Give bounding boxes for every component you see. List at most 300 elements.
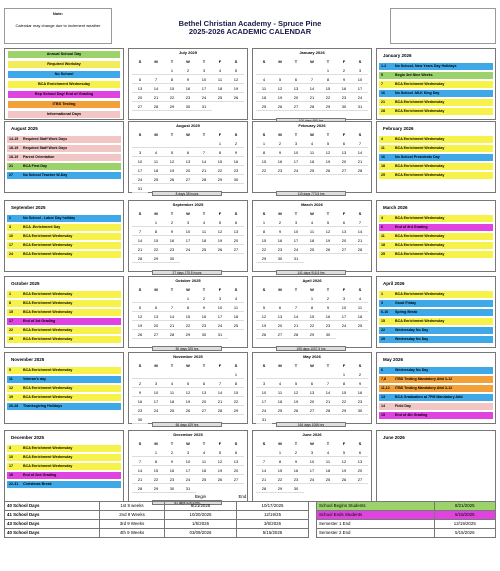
day-cell: 19 [132,321,148,330]
month-heading: September 2025 [172,202,204,207]
day-cell: 16 [164,466,180,475]
month-calendar-jan [252,48,372,120]
day-cell: 10 [212,303,228,312]
event-label: BCA Enrichment Wednesday [23,292,73,296]
event-label: No School -MLK King Day [395,91,440,95]
day-cell: 4 [304,139,320,148]
hours-summary: 81 days 526.5 hrs [152,500,222,505]
day-cell: 6 [228,448,244,457]
event-row [7,318,121,325]
day-cell: 24 [304,475,320,484]
day-cell: 3 [256,379,272,388]
day-cell: 13 [288,84,304,93]
hours-summary: 155 days 1007.5 hrs [276,346,346,351]
day-cell: 13 [272,312,288,321]
day-cell: 27 [352,475,368,484]
event-label: Wednesday No Day [395,368,429,372]
weekday-header: F [218,59,222,64]
day-cell: 5 [320,218,336,227]
cell-end: 3/6/2026 [237,519,309,528]
day-cell: 25 [256,102,272,111]
weekday-header: S [138,132,142,137]
event-label: BCA Enrichment Wednesday [23,464,73,468]
grading-periods-table [4,492,496,538]
cell-begin: 8/21/2025 [165,501,237,510]
day-cell: 17 [304,466,320,475]
event-date: 3 [9,225,11,229]
day-cell: 16 [336,84,352,93]
day-cell: 31 [352,102,368,111]
event-row [379,291,493,298]
weekday-header: F [342,287,346,292]
weekday-header: M [278,132,282,137]
day-cell: 7 [256,457,272,466]
cell-end: 5/15/2026 [237,528,309,537]
day-cell: 22 [272,475,288,484]
hours-summary: 119 days 773.5 hrs [276,191,346,196]
day-cell: 20 [304,397,320,406]
event-label: No School Teacher W-Day [23,173,68,177]
day-cell: 20 [288,93,304,102]
day-cell: 3 [352,66,368,75]
event-row [379,224,493,231]
weekday-header: W [310,287,314,292]
cell-qtr: 1st 9 weeks [100,501,165,510]
day-cell: 18 [352,312,368,321]
day-cell [164,139,180,148]
day-cell: 24 [212,321,228,330]
day-cell: 18 [304,236,320,245]
day-cell: 28 [212,406,228,415]
event-date: 14-15 [9,137,19,141]
day-cell: 12 [132,312,148,321]
day-cell: 13 [336,148,352,157]
day-cell: 13 [180,157,196,166]
weekday-header: T [294,211,298,216]
day-cell: 27 [148,330,164,339]
day-cell [304,66,320,75]
event-row [379,385,493,392]
month-calendar-nov [128,352,248,424]
day-cell: 23 [352,397,368,406]
day-cell: 15 [304,312,320,321]
weekday-header: T [170,363,174,368]
day-cell: 12 [212,227,228,236]
day-cell [196,370,212,379]
day-cell: 22 [336,397,352,406]
day-cell: 9 [196,303,212,312]
event-row [379,163,493,170]
event-row [7,136,121,143]
event-label: BCA Enrichment Wednesday [23,252,73,256]
day-cell [272,294,288,303]
event-row [379,172,493,179]
day-cell: 1 [304,294,320,303]
day-cell: 7 [212,379,228,388]
weekday-header: S [234,211,238,216]
event-date: 7 [381,82,383,86]
weekday-header: S [358,363,362,368]
day-cell: 21 [196,166,212,175]
event-row [379,403,493,410]
cell-ev: Semester 1 End [317,519,435,528]
day-cell: 4 [256,75,272,84]
month-calendar-feb [252,121,372,193]
day-cell: 21 [212,397,228,406]
day-cell: 29 [272,484,288,493]
cell-qtr: 3rd 9 Weeks [100,519,165,528]
weekday-header: S [262,441,266,446]
day-cell: 8 [228,379,244,388]
day-cell: 25 [196,475,212,484]
day-cell: 14 [288,312,304,321]
day-cell: 13 [196,388,212,397]
event-label: Thanksgiving Holidays [23,404,63,408]
day-cell: 22 [148,475,164,484]
day-cell: 3 [148,379,164,388]
hours-summary: 66 days 429 hrs [152,422,222,427]
day-cell: 7 [304,75,320,84]
day-cell: 11 [196,457,212,466]
event-label: BCA Enrichment Wednesday [23,446,73,450]
day-cell [256,294,272,303]
event-label: BCA Enrichment Wednesday [395,216,445,220]
weekday-header: W [186,441,190,446]
weekday-header: T [294,59,298,64]
month-heading: March 2026 [301,202,323,207]
day-cell: 3 [288,139,304,148]
cell-begin: 03/09/2026 [165,528,237,537]
day-cell: 1 [164,66,180,75]
event-label: BCA Enrichment Wednesday [23,337,73,341]
event-row [379,376,493,383]
day-cell: 7 [288,303,304,312]
weekday-header: S [138,363,142,368]
weekday-header: M [154,59,158,64]
day-cell: 15 [148,466,164,475]
day-cell: 15 [256,157,272,166]
day-cell: 31 [288,254,304,263]
events-month-title: August 2025 [11,126,38,131]
day-cell: 14 [320,388,336,397]
day-cell: 14 [304,84,320,93]
event-date: 18 [381,164,385,168]
event-row [7,445,121,452]
event-row [379,233,493,240]
day-cell: 20 [148,321,164,330]
day-cell: 7 [132,457,148,466]
month-heading: July 2025 [178,50,197,55]
day-cell: 10 [148,388,164,397]
event-row [7,403,121,410]
event-label: BCA Enrichment Wednesday [395,292,445,296]
weekday-header: F [218,211,222,216]
day-cell: 24 [336,321,352,330]
day-cell [148,139,164,148]
event-date: 4 [381,137,383,141]
day-cell: 11 [352,303,368,312]
day-cell: 8 [336,379,352,388]
event-row [7,172,121,179]
day-cell: 30 [228,175,244,184]
event-date: 29 [9,337,13,341]
day-cell: 12 [180,388,196,397]
weekday-header: F [342,132,346,137]
event-label: Good Friday [395,301,417,305]
weekday-header: F [218,287,222,292]
day-cell: 11 [304,148,320,157]
day-cell [164,370,180,379]
event-label: Required Staff Work Days [23,137,68,141]
day-cell: 8 [320,75,336,84]
weekday-header: S [262,363,266,368]
day-cell: 24 [352,93,368,102]
cell-ev: School Ends Students [317,510,435,519]
weekday-header: S [262,287,266,292]
day-cell: 18 [196,466,212,475]
weekday-header: S [358,59,362,64]
day-cell: 28 [288,330,304,339]
day-cell: 4 [196,448,212,457]
day-cell: 30 [272,254,288,263]
day-cell: 7 [352,218,368,227]
day-cell: 28 [164,330,180,339]
day-cell: 23 [196,321,212,330]
cell-evdate: 5/15/2025 [434,510,495,519]
day-grid [256,439,368,493]
weekday-header: T [202,132,206,137]
day-cell: 24 [256,406,272,415]
day-cell: 4 [272,379,288,388]
day-cell: 16 [320,312,336,321]
page-title [150,20,350,36]
day-cell: 17 [212,312,228,321]
day-cell: 6 [336,139,352,148]
day-cell: 11 [164,388,180,397]
event-date: 5 [9,368,11,372]
event-row [7,336,121,343]
day-cell: 9 [272,148,288,157]
day-cell: 9 [164,457,180,466]
event-row [379,63,493,70]
day-cell: 6 [288,75,304,84]
day-cell: 7 [132,227,148,236]
event-date: 10 [9,234,13,238]
month-heading: May 2026 [303,354,321,359]
event-row [379,318,493,325]
day-cell: 18 [320,466,336,475]
day-cell: 1 [256,218,272,227]
day-cell: 4 [352,294,368,303]
day-cell: 5 [180,379,196,388]
weekday-header: S [138,211,142,216]
day-cell: 28 [256,484,272,493]
event-label: BCA Enrichment Wednesday [23,455,73,459]
event-row [379,72,493,79]
day-cell: 4 [228,294,244,303]
day-cell: 2 [336,66,352,75]
grading-period-row [5,528,496,537]
day-cell: 12 [164,157,180,166]
event-date: 22 [381,328,385,332]
month-heading: November 2025 [173,354,203,359]
day-cell: 9 [336,75,352,84]
events-month-title: November 2025 [11,357,45,362]
day-cell: 17 [180,466,196,475]
day-cell: 8 [148,457,164,466]
cell-qtr: 4th 9 Weeks [100,528,165,537]
weekday-header: W [186,132,190,137]
event-row [7,300,121,307]
day-cell: 30 [132,415,148,424]
weekday-header: T [202,287,206,292]
day-cell: 4 [164,379,180,388]
cell-label: 43 School Days [5,519,100,528]
weekday-header: W [186,287,190,292]
day-cell: 2 [320,294,336,303]
month-calendar-may [252,352,372,424]
day-cell: 1 [148,448,164,457]
month-heading: January 2026 [299,50,325,55]
day-cell: 2 [196,294,212,303]
day-cell: 7 [148,75,164,84]
weekday-header: S [358,441,362,446]
day-cell: 25 [304,245,320,254]
weekday-header: T [326,59,330,64]
day-cell: 1 [228,370,244,379]
event-date: 22 [9,328,13,332]
day-cell: 28 [304,102,320,111]
day-cell: 5 [228,66,244,75]
day-cell: 10 [352,75,368,84]
day-cell: 24 [288,166,304,175]
day-cell: 25 [272,406,288,415]
day-cell: 13 [304,388,320,397]
event-date: 1 [9,216,11,220]
day-cell: 7 [164,303,180,312]
day-cell: 3 [180,448,196,457]
day-cell: 24 [148,406,164,415]
day-cell: 14 [132,236,148,245]
day-cell: 2 [272,218,288,227]
event-date: 13 [381,395,385,399]
day-cell: 18 [228,312,244,321]
weekday-header: S [358,211,362,216]
cell-evdate: 12/19/2025 [434,519,495,528]
weekday-header: T [202,363,206,368]
month-heading: February 2026 [298,123,326,128]
day-cell: 21 [164,321,180,330]
event-date: 11 [381,146,385,150]
weekday-header: F [218,363,222,368]
day-cell [212,370,228,379]
day-cell: 26 [320,245,336,254]
day-cell: 20 [196,397,212,406]
event-row [379,336,493,343]
weekday-header: T [326,363,330,368]
day-cell: 20 [228,236,244,245]
event-date: 25 [381,252,385,256]
event-label: Parent Orientation [23,155,55,159]
day-cell: 30 [196,330,212,339]
day-cell: 26 [336,475,352,484]
day-cell: 26 [320,166,336,175]
day-cell: 1 [256,139,272,148]
day-cell: 18 [256,93,272,102]
begin-header: Begin [194,493,207,499]
day-cell: 9 [228,148,244,157]
day-cell: 2 [228,139,244,148]
day-cell: 6 [304,379,320,388]
event-label: Required Staff Work Days [23,146,68,150]
day-cell: 9 [180,75,196,84]
day-cell: 12 [228,75,244,84]
day-cell: 31 [132,184,148,193]
day-cell: 21 [148,93,164,102]
event-row [379,108,493,115]
event-label: ITBS Testing Mandatory Attd 3-12 [395,386,453,390]
day-cell: 23 [228,166,244,175]
event-label: Christmas Break [23,482,52,486]
hours-summary: 141 days 916.5 hrs [276,270,346,275]
event-row [379,136,493,143]
event-date: 19 [9,473,13,477]
calendar-year: 2025-2026 ACADEMIC CALENDAR [188,27,312,36]
weekday-header: F [218,441,222,446]
day-cell: 31 [256,415,272,424]
day-cell [288,294,304,303]
day-cell: 17 [132,166,148,175]
day-cell: 1 [320,66,336,75]
event-date: 17 [9,464,13,468]
day-cell: 12 [212,457,228,466]
top-right-box [390,8,496,44]
day-cell: 20 [228,466,244,475]
event-date: 1-2 [381,64,387,68]
day-cell: 6 [196,379,212,388]
event-date: 17 [9,243,13,247]
day-cell: 30 [352,406,368,415]
day-cell: 28 [132,484,148,493]
day-cell: 15 [320,84,336,93]
event-date: 26-28 [9,404,19,408]
weekday-header: T [294,441,298,446]
day-cell: 5 [288,379,304,388]
month-calendar-sep [128,200,248,272]
event-row [379,251,493,258]
event-row [7,481,121,488]
weekday-header: W [186,211,190,216]
day-cell: 10 [304,457,320,466]
event-row [379,242,493,249]
day-cell: 17 [256,397,272,406]
day-cell: 19 [228,84,244,93]
day-cell: 26 [272,102,288,111]
day-cell: 4 [196,218,212,227]
weekday-header: S [358,287,362,292]
weekday-header: M [154,132,158,137]
day-cell: 5 [164,148,180,157]
weekday-header: S [234,287,238,292]
cell-label: 40 School Days [5,528,100,537]
day-cell: 5 [212,448,228,457]
weekday-header: F [218,132,222,137]
event-row [7,454,121,461]
day-cell: 7 [320,379,336,388]
events-month-title: May 2026 [383,357,404,362]
events-panel-oct [4,276,124,348]
events-month-title: June 2026 [383,435,405,440]
